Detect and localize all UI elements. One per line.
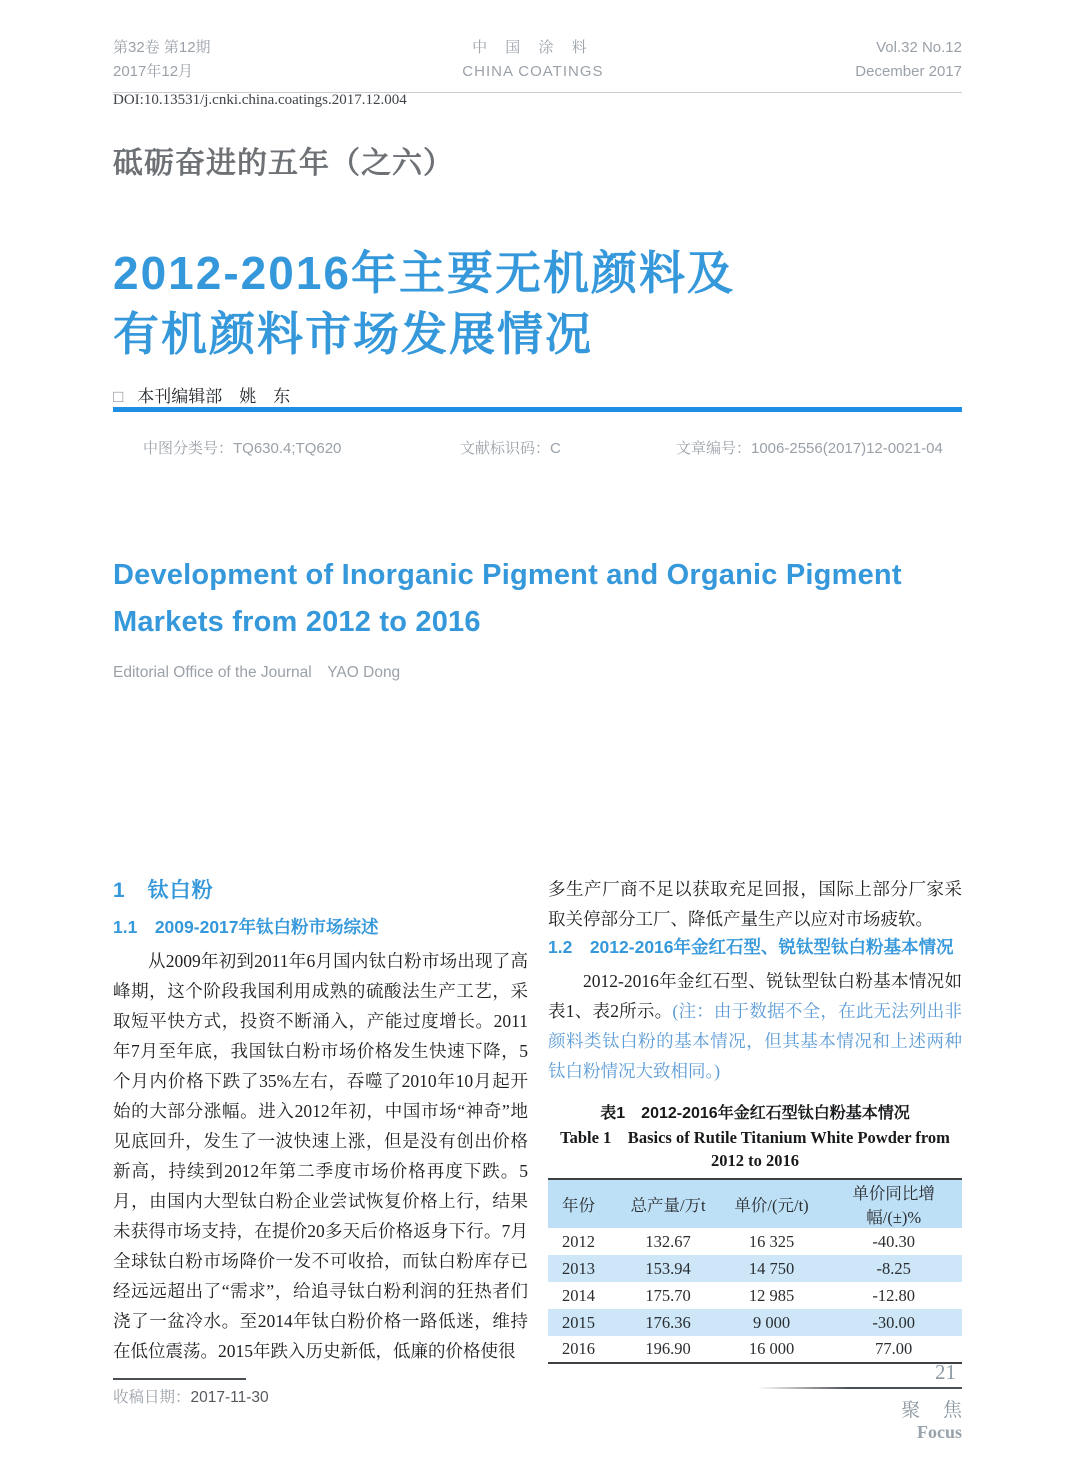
footer-column-en: Focus bbox=[917, 1422, 962, 1442]
header-issue-block bbox=[113, 36, 211, 84]
journal-title-cn: 中 国 涂 料 bbox=[472, 39, 594, 56]
paragraph-2-text: 2012-2016年金红石型、锐钛型钛白粉基本情况如表1、表2所示。 bbox=[548, 971, 962, 1021]
table1-title-en bbox=[548, 1126, 962, 1172]
table1-block bbox=[548, 1100, 962, 1364]
journal-title-en: CHINA COATINGS bbox=[462, 63, 604, 80]
article-title-en-line1: Development of Inorganic Pigment and Organic Pigment bbox=[113, 559, 902, 591]
table-cell: 196.90 bbox=[645, 1339, 691, 1358]
header-date-en: December 2017 bbox=[855, 63, 962, 80]
table-cell: -30.00 bbox=[872, 1312, 915, 1332]
table-row bbox=[548, 1282, 962, 1309]
page-number: 21 bbox=[935, 1360, 956, 1384]
footer-column-cn: 聚 焦 bbox=[901, 1400, 971, 1421]
section-heading-1: 1 钛白粉 bbox=[113, 879, 214, 902]
table-cell: 16 325 bbox=[748, 1231, 795, 1251]
table-cell: -40.30 bbox=[872, 1231, 915, 1251]
author-marker-icon: □ bbox=[113, 387, 124, 406]
author-line-en: Editorial Office of the Journal YAO Dong bbox=[113, 664, 401, 681]
author-line bbox=[113, 382, 290, 407]
left-column bbox=[113, 874, 528, 1407]
title-divider bbox=[113, 407, 962, 412]
journal-header bbox=[113, 36, 962, 93]
table-cell: 16 000 bbox=[748, 1339, 795, 1358]
author-names: 本刊编辑部 姚 东 bbox=[137, 387, 291, 406]
table-cell: 2014 bbox=[562, 1285, 595, 1305]
table1-col-growth: 单价同比增幅/(±)% bbox=[825, 1179, 962, 1228]
article-title-cn-line2: 有机颜料市场发展情况 bbox=[113, 308, 593, 360]
journal-title-block bbox=[462, 36, 603, 84]
table-row bbox=[548, 1309, 962, 1336]
article-title-en bbox=[113, 552, 902, 646]
footer-divider bbox=[757, 1387, 962, 1389]
receipt-note bbox=[113, 1378, 528, 1407]
header-volume-en: Vol.32 No.12 bbox=[876, 39, 962, 56]
paragraph-2 bbox=[548, 966, 962, 1086]
table-cell: 2015 bbox=[562, 1312, 595, 1332]
series-banner: 砥砺奋进的五年（之六） bbox=[113, 147, 454, 180]
table-cell: 9 000 bbox=[752, 1312, 791, 1332]
clc-number: 中图分类号：TQ630.4;TQ620 bbox=[143, 440, 342, 457]
table1-header-row bbox=[548, 1179, 962, 1228]
doi-line: DOI:10.13531/j.cnki.china.coatings.2017.12.004 bbox=[113, 92, 407, 108]
table1 bbox=[548, 1178, 962, 1364]
paragraph-1-continued: 多生产厂商不足以获取充足回报，国际上部分厂家采取关停部分工厂、降低产量生产以应对市场疲软。 bbox=[548, 879, 962, 929]
section-heading-1-1: 1.1 2009-2017年钛白粉市场综述 bbox=[113, 917, 379, 937]
body-columns bbox=[113, 874, 962, 1407]
table-cell: 77.00 bbox=[875, 1339, 913, 1358]
article-title-cn bbox=[113, 243, 735, 365]
header-date-cn: 2017年12月 bbox=[113, 63, 194, 80]
table-cell: 132.67 bbox=[645, 1231, 691, 1251]
table-cell: -8.25 bbox=[876, 1258, 911, 1278]
table1-title-en-line2: 2012 to 2016 bbox=[711, 1151, 799, 1170]
section-heading-1-2: 1.2 2012-2016年金红石型、锐钛型钛白粉基本情况 bbox=[548, 937, 954, 957]
table-cell: 2016 bbox=[562, 1339, 595, 1358]
table-cell: 176.36 bbox=[645, 1312, 691, 1332]
table-cell: 14 750 bbox=[748, 1258, 795, 1278]
table1-col-price: 单价/(元/t) bbox=[718, 1179, 826, 1228]
article-title-en-line2: Markets from 2012 to 2016 bbox=[113, 606, 481, 638]
table1-title-cn: 表1 2012-2016年金红石型钛白粉基本情况 bbox=[600, 1105, 910, 1122]
table-row bbox=[548, 1255, 962, 1282]
receipt-label: 收稿日期： bbox=[113, 1389, 191, 1406]
table1-title-en-line1: Table 1 Basics of Rutile Titanium White Powder from bbox=[560, 1128, 950, 1147]
table-cell: 153.94 bbox=[645, 1258, 691, 1278]
paragraph-2-note: (注：由于数据不全，在此无法列出非颜料类钛白粉的基本情况，但其基本情况和上述两种钛白粉情况大致相同。) bbox=[548, 1001, 962, 1081]
receipt-divider bbox=[113, 1378, 246, 1380]
header-volume-block bbox=[855, 36, 962, 84]
table1-col-output: 总产量/万t bbox=[618, 1179, 717, 1228]
paragraph-1: 从2009年初到2011年6月国内钛白粉市场出现了高峰期，这个阶段我国利用成熟的硫酸法生产工艺，采取短平快方式，投资不断涌入，产能过度增长。2011年7月至年底，我国钛白粉市场价格发生快速下降，5个月内价格下跌了35%左右，吞噬了2010年10月起开始的大部分涨幅。进入2012年初，中国市场“神奇”地见底回升，发生了一波快速上涨，但是没有创出价格新高，持续到2012年第二季度市场价格再度下跌。5月，由国内大型钛白粉企业尝试恢复价格上行，结果未获得市场支持，在提价20多天后价格返身下行。7月全球钛白粉市场降价一发不可收拾，而钛白粉库存已经远远超出了“需求”，给追寻钛白粉利润的狂热者们浇了一盆冷水。至2014年钛白粉价格一路低迷，维持在低位震荡。2015年跌入历史新低，低廉的价格使很 bbox=[113, 951, 528, 1361]
meta-row bbox=[113, 437, 962, 459]
article-number: 文章编号：1006-2556(2017)12-0021-04 bbox=[676, 440, 943, 457]
table1-col-year: 年份 bbox=[548, 1179, 618, 1228]
page-footer bbox=[757, 1360, 971, 1443]
receipt-date: 2017-11-30 bbox=[190, 1389, 269, 1406]
article-title-cn-line1: 2012-2016年主要无机颜料及 bbox=[113, 247, 735, 299]
right-column bbox=[548, 874, 962, 1407]
table-cell: 175.70 bbox=[645, 1285, 691, 1305]
table-cell: 2012 bbox=[562, 1231, 595, 1251]
table-row bbox=[548, 1228, 962, 1255]
table-row bbox=[548, 1336, 962, 1363]
header-volume-cn: 第32卷 第12期 bbox=[113, 39, 211, 56]
table-cell: 12 985 bbox=[748, 1285, 795, 1305]
document-code: 文献标识码：C bbox=[460, 440, 561, 457]
table-cell: -12.80 bbox=[872, 1285, 915, 1305]
table-cell: 2013 bbox=[562, 1258, 595, 1278]
